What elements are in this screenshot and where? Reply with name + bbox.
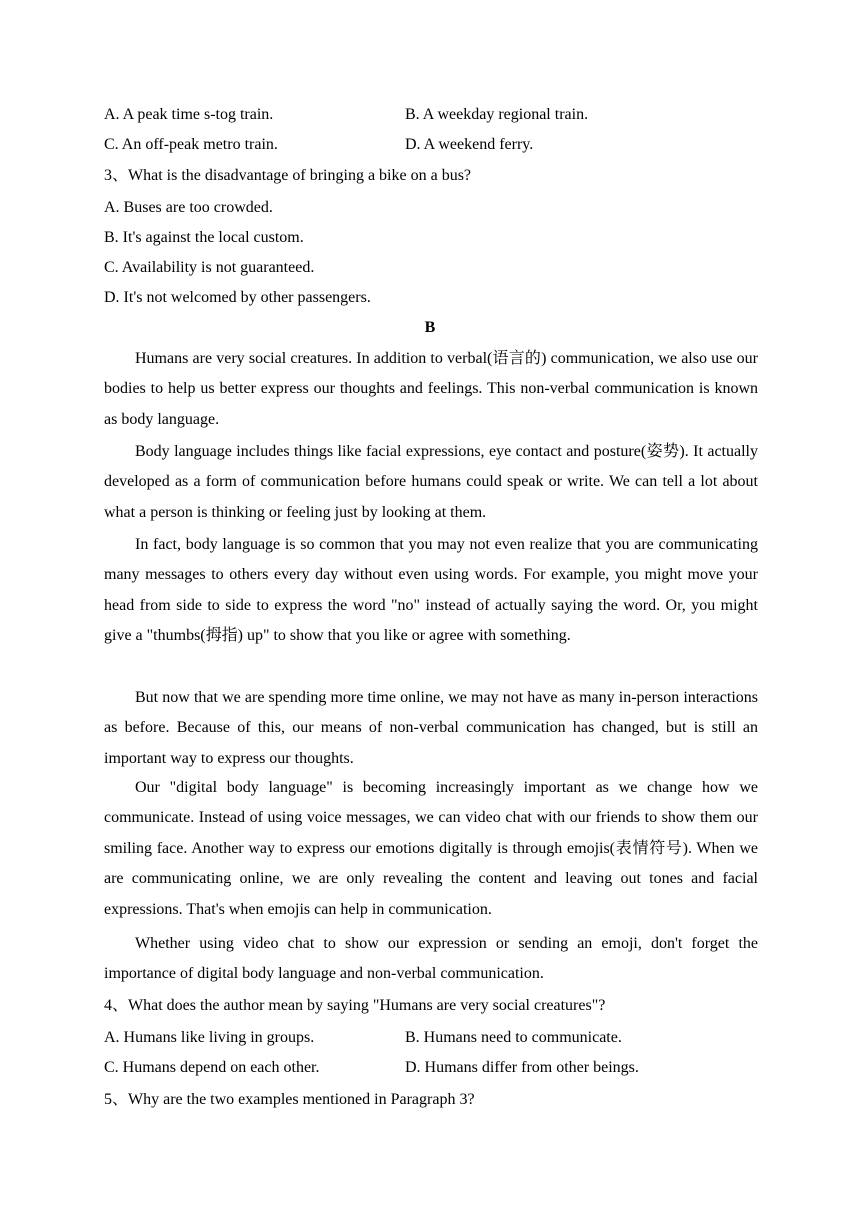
section-b-heading: B bbox=[424, 319, 436, 336]
q4-option-c: C. Humans depend on each other. bbox=[104, 1059, 320, 1076]
q4-option-a: A. Humans like living in groups. bbox=[104, 1029, 315, 1046]
q4-option-d: D. Humans differ from other beings. bbox=[405, 1059, 639, 1076]
q3-stem: 3、What is the disadvantage of bringing a bike on a bus? bbox=[104, 167, 472, 184]
passage-paragraph-5: Our "digital body language" is becoming increasingly important as we change how we communicate. Instead of using voice messages, we can video chat with our friends to show them our smiling face. Another way to express our emotions digitally is through emojis(表情符号). When we are communicating online, we are only revealing the content and leaving out tones and facial expressions. That's when emojis can help in communication. bbox=[104, 779, 758, 918]
passage-paragraph-6: Whether using video chat to show our expression or sending an emoji, don't forget the importance of digital body language and non-verbal communication. bbox=[104, 935, 758, 983]
passage-paragraph-1: Humans are very social creatures. In addition to verbal(语言的) communication, we also use our bodies to help us better express our thoughts and feelings. This non-verbal communication is known as body language. bbox=[104, 350, 758, 428]
q2-option-b: B. A weekday regional train. bbox=[405, 106, 589, 123]
q3-option-d: D. It's not welcomed by other passengers. bbox=[104, 289, 371, 306]
q5-stem: 5、Why are the two examples mentioned in Paragraph 3? bbox=[104, 1091, 475, 1108]
q4-option-b: B. Humans need to communicate. bbox=[405, 1029, 622, 1046]
q2-option-c: C. An off-peak metro train. bbox=[104, 136, 278, 153]
q3-option-c: C. Availability is not guaranteed. bbox=[104, 259, 315, 276]
q2-option-a: A. A peak time s-tog train. bbox=[104, 106, 274, 123]
q3-option-b: B. It's against the local custom. bbox=[104, 229, 304, 246]
q4-stem: 4、What does the author mean by saying "Humans are very social creatures"? bbox=[104, 997, 606, 1014]
passage-paragraph-3: In fact, body language is so common that you may not even realize that you are communicating many messages to others every day without even using words. For example, you might move your head from side to side to express the word "no" instead of actually saying the word. Or, you might give a "thumbs(拇指) up" to show that you like or agree with something. bbox=[104, 536, 758, 645]
q3-option-a: A. Buses are too crowded. bbox=[104, 199, 273, 216]
q2-option-d: D. A weekend ferry. bbox=[405, 136, 534, 153]
passage-paragraph-4: But now that we are spending more time online, we may not have as many in-person interactions as before. Because of this, our means of non-verbal communication has changed, but is still an important way to express our thoughts. bbox=[104, 689, 758, 767]
passage-paragraph-2: Body language includes things like facial expressions, eye contact and posture(姿势). It actually developed as a form of communication before humans could speak or write. We can tell a lot about what a person is thinking or feeling just by looking at them. bbox=[104, 443, 758, 521]
